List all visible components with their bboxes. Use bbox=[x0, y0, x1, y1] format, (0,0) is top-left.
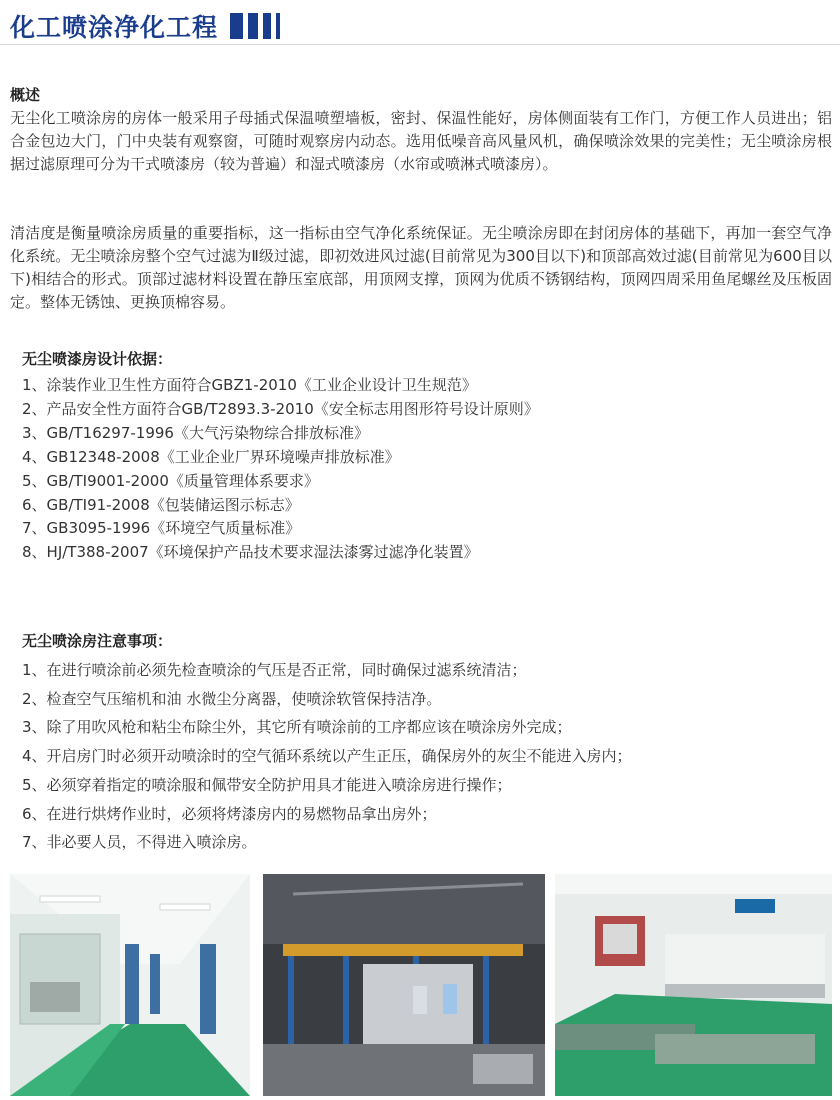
list-item: 7、GB3095-1996《环境空气质量标准》 bbox=[22, 519, 301, 538]
spray-booth-room-photo bbox=[555, 874, 832, 1096]
precautions-heading: 无尘喷涂房注意事项： bbox=[22, 632, 173, 650]
list-item: 2、产品安全性方面符合GB/T2893.3-2010《安全标志用图形符号设计原则》 bbox=[22, 399, 539, 418]
list-item: 8、HJ/T388-2007《环境保护产品技术要求湿法漆雾过滤净化装置》 bbox=[22, 543, 479, 562]
spray-line-workshop-photo bbox=[263, 874, 545, 1096]
list-item: 4、GB12348-2008《工业企业厂界环境噪声排放标准》 bbox=[22, 447, 400, 466]
overview-heading: 概述 bbox=[10, 86, 41, 104]
precautions-list bbox=[22, 656, 632, 857]
cleanroom-corridor-photo bbox=[10, 874, 250, 1096]
list-item: 6、GB/TI91-2008《包装储运图示标志》 bbox=[22, 495, 300, 514]
design-basis-heading: 无尘喷漆房设计依据： bbox=[22, 350, 173, 368]
overview-paragraph-1: 无尘化工喷涂房的房体一般采用子母插式保温喷塑墙板，密封、保温性能好，房体侧面装有工作门，方便工作人员进出；铝合金包边大门，门中央装有观察窗，可随时观察房内动态。选用低噪音高风量风机，确保喷涂效果的完美性；无尘喷涂房根据过滤原理可分为干式喷漆房（较为普遍）和湿式喷漆房（水帘或喷淋式喷漆房）。 bbox=[10, 109, 832, 173]
page-header bbox=[10, 8, 285, 44]
list-item: 3、除了用吹风枪和粘尘布除尘外，其它所有喷涂前的工序都应该在喷涂房外完成； bbox=[22, 718, 572, 737]
page-title: 化工喷涂净化工程 bbox=[10, 13, 219, 42]
list-item: 2、检查空气压缩机和油 水微尘分离器，使喷涂软管保持洁净。 bbox=[22, 689, 442, 708]
list-item: 3、GB/T16297-1996《大气污染物综合排放标准》 bbox=[22, 423, 369, 442]
list-item: 7、非必要人员，不得进入喷涂房。 bbox=[22, 833, 257, 852]
title-decoration bbox=[230, 13, 285, 39]
header-divider bbox=[0, 44, 840, 45]
list-item: 1、在进行喷涂前必须先检查喷涂的气压是否正常，同时确保过滤系统清洁； bbox=[22, 661, 527, 679]
list-item: 5、GB/TI9001-2000《质量管理体系要求》 bbox=[22, 471, 319, 490]
list-item: 6、在进行烘烤作业时，必须将烤漆房内的易燃物品拿出房外； bbox=[22, 804, 437, 823]
design-basis-list bbox=[22, 374, 539, 565]
list-item: 1、涂装作业卫生性方面符合GBZ1-2010《工业企业设计卫生规范》 bbox=[22, 376, 477, 394]
list-item: 5、必须穿着指定的喷涂服和佩带安全防护用具才能进入喷涂房进行操作； bbox=[22, 775, 512, 794]
overview-paragraph-2: 清洁度是衡量喷涂房质量的重要指标，这一指标由空气净化系统保证。无尘喷涂房即在封闭房体的基础下，再加一套空气净化系统。无尘喷涂房整个空气过滤为Ⅱ级过滤，即初效进风过滤(目前常见为300目以下)和顶部高效过滤(目前常见为600目以下)相结合的形式。顶部过滤材料设置在静压室底部，用顶网支撑，顶网为优质不锈钢结构，顶网四周采用鱼尾螺丝及压板固定。整体无锈蚀、更换顶棉容易。 bbox=[10, 224, 832, 311]
list-item: 4、开启房门时必须开动喷涂时的空气循环系统以产生正压，确保房外的灰尘不能进入房内； bbox=[22, 747, 632, 766]
